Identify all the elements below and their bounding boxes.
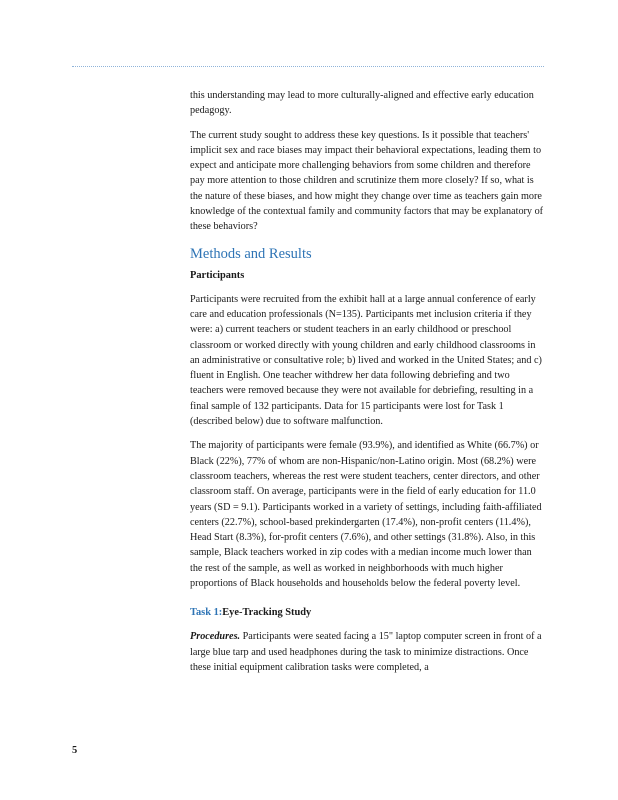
page-number: 5 <box>72 745 78 756</box>
header-rule <box>72 66 544 67</box>
section-heading: Methods and Results <box>190 245 312 262</box>
procedures-text: Participants were seated facing a 15" laptop computer screen in front of a large blue tarp and used headphones during the task to minimize distractions. Once these initial equipment calibration tasks were completed, a <box>190 631 542 673</box>
paragraph-demographics: The majority of participants were female (93.9%), and identified as White (66.7%) or Black (22%), 77% of whom are non-Hispanic/non-Latino origin. Most (68.2%) were classroom teachers, whereas the rest were student teachers, center directors, and other classroom staff. On average, participants were in the field of early education for 11.0 years (SD = 9.1). Participants worked in a variety of settings, including faith-affiliated centers (22.7%), school-based prekindergarten (17.4%), non-profit centers (11.4%), Head Start (8.3%), for-profit centers (7.6%), and other settings (31.8%). Also, in this sample, Black teachers worked in zip codes with a median income much lower than the rest of the sample, as well as worked in neighborhoods with much higher proportions of Black households and households below the federal poverty level. <box>190 440 542 590</box>
task-title: Eye-Tracking Study <box>222 607 312 619</box>
paragraph-recruitment: Participants were recruited from the exhibit hall at a large annual conference of early care and education professionals (N=135). Participants met inclusion criteria if they were: a) current teachers or student teachers in an early childhood or preschool classroom or worked directly with young children and early childhood classrooms in an administrative or consultative role; b) lived and worked in the United States; and c) fluent in English. One teacher withdrew her data following debriefing and two teachers were removed because they were not available for debriefing, resulting in a final sample of 132 participants. Data for 15 participants were lost for Task 1 (described below) due to software malfunction. <box>190 293 542 428</box>
task-number: Task 1: <box>190 607 223 619</box>
paragraph-research-questions: The current study sought to address these key questions. Is it possible that teachers' implicit sex and race biases may impact their behavioral expectations, leading them to expect and anticipate more challenging behaviors from some children and therefore pay more attention to those children and scrutinize them more closely? If so, what is the nature of these biases, and how might they change over time as teachers gain more knowledge of the contextual family and community factors that may be explanatory of these behaviors? <box>190 129 544 233</box>
procedures-lead: Procedures. <box>190 631 241 643</box>
page-body <box>190 88 545 684</box>
paragraph-procedures <box>190 629 545 675</box>
task-heading <box>190 605 545 620</box>
paragraph-intro: this understanding may lead to more culturally-aligned and effective early education pedagogy. <box>190 90 534 117</box>
participants-heading: Participants <box>190 269 245 281</box>
